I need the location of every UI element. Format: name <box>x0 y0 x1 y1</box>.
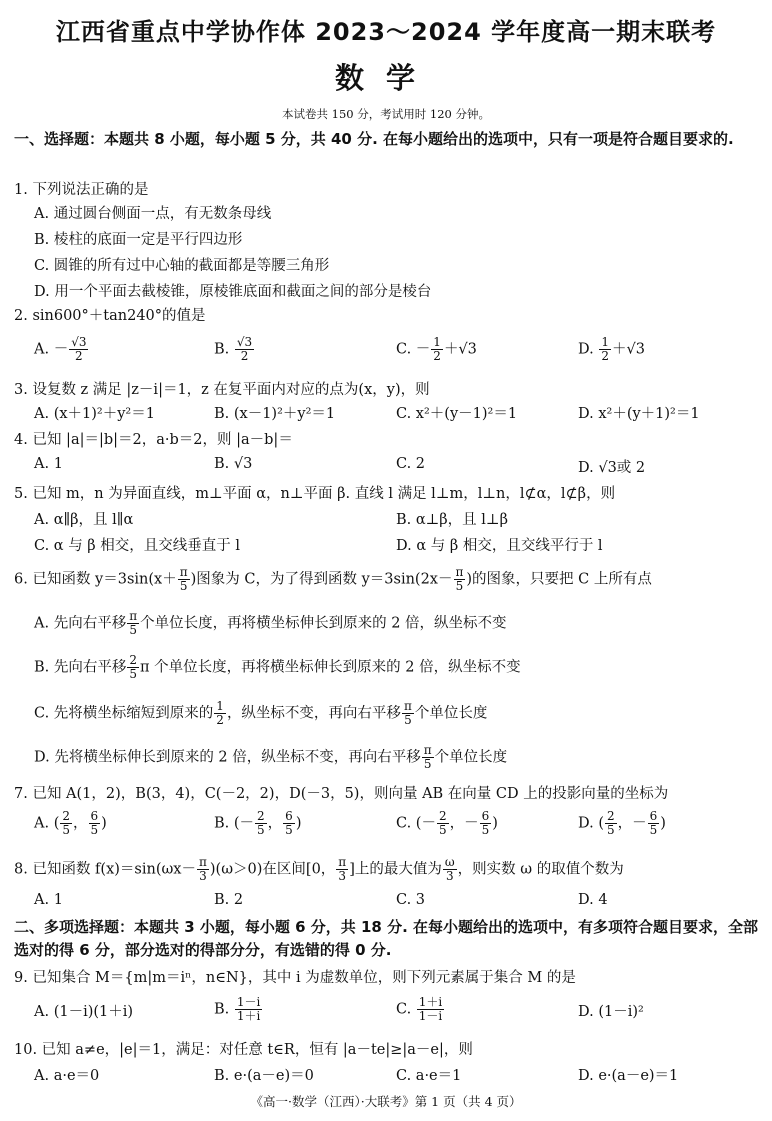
q1-option-b: B. 棱柱的底面一定是平行四边形 <box>34 232 243 248</box>
q6-c-part3: 个单位长度 <box>414 705 488 722</box>
q6-b-den: 5 <box>129 667 138 681</box>
q7-d-close: ) <box>660 815 666 832</box>
q1-option-a: A. 通过圆台侧面一点，有无数条母线 <box>34 206 272 222</box>
q6-d-num: π <box>423 743 432 757</box>
q8-stem-frac3-num: ω <box>444 855 455 869</box>
q7-option-a <box>34 810 107 837</box>
q6-option-c <box>34 700 487 727</box>
q3-stem: 3. 设复数 z 满足 |z－i|＝1，z 在复平面内对应的点为(x，y)，则 <box>14 382 430 398</box>
q2-option-d <box>578 336 645 363</box>
q6-stem-frac2-den: 5 <box>455 579 464 593</box>
q6-option-a <box>34 610 507 637</box>
q2-d-tail: ＋√3 <box>611 341 645 358</box>
q8-option-c: C. 3 <box>396 892 426 908</box>
q2-d-num: 1 <box>601 335 609 349</box>
q9-b-den: 1＋i <box>236 1009 261 1023</box>
q10-option-b: B. e·(a－e)＝0 <box>214 1068 314 1084</box>
q3-option-b: B. (x－1)²＋y²＝1 <box>214 406 336 422</box>
q9-c-num: 1＋i <box>418 995 443 1009</box>
q2-option-a <box>34 336 89 363</box>
q6-b-part2: π 个单位长度，再将横坐标伸长到原来的 2 倍，纵坐标不变 <box>140 659 521 676</box>
q8-stem <box>14 856 624 883</box>
exam-note: 本试卷共 150 分，考试用时 120 分钟。 <box>281 107 491 121</box>
q8-option-d: D. 4 <box>578 892 608 908</box>
q6-a-part1: A. 先向右平移 <box>34 615 127 632</box>
q6-option-b <box>34 654 521 681</box>
q8-stem-frac2-den: 3 <box>338 869 347 883</box>
q2-b-num: √3 <box>236 335 253 349</box>
q7-a-frac2-den: 5 <box>90 823 99 837</box>
q9-stem: 9. 已知集合 M＝{m|m＝iⁿ，n∈N}，其中 i 为虚数单位，则下列元素属于集合 M 的是 <box>14 970 576 986</box>
q6-stem <box>14 566 652 593</box>
q7-c-frac1-den: 5 <box>438 823 447 837</box>
q6-a-den: 5 <box>129 623 137 637</box>
q2-a-num: √3 <box>71 335 87 349</box>
q7-c-frac2-den: 5 <box>481 823 490 837</box>
q7-a-frac2-num: 6 <box>90 809 99 823</box>
q6-a-part2: 个单位长度，再将横坐标伸长到原来的 2 倍，纵坐标不变 <box>140 615 507 632</box>
q7-a-frac1-num: 2 <box>62 809 70 823</box>
q7-c-close: ) <box>492 815 498 832</box>
q2-c-den: 2 <box>433 349 441 363</box>
q7-c-frac2-num: 6 <box>481 809 490 823</box>
q9-option-b <box>214 996 263 1023</box>
q7-stem: 7. 已知 A(1，2)，B(3，4)，C(－2，2)，D(－3，5)，则向量 AB 在向量 CD 上的投影向量的坐标为 <box>14 786 669 802</box>
q7-b-frac2-den: 5 <box>285 823 293 837</box>
q7-d-frac1 <box>605 810 617 837</box>
q7-a-frac2 <box>89 810 101 837</box>
section-1-heading: 一、选择题：本题共 8 小题，每小题 5 分，共 40 分. 在每小题给出的选项中，只有一项是符合题目要求的. <box>14 130 734 148</box>
q8-stem-frac1-den: 3 <box>199 869 207 883</box>
q8-option-a: A. 1 <box>34 892 63 908</box>
q6-stem-part2: )图象为 C，为了得到函数 y＝3sin(2x－ <box>190 571 453 588</box>
q6-stem-frac1-den: 5 <box>179 579 188 593</box>
q7-b-frac1-den: 5 <box>257 823 265 837</box>
q6-b-part1: B. 先向右平移 <box>34 659 127 676</box>
q8-stem-part1: 8. 已知函数 f(x)＝sin(ωx－ <box>14 861 196 878</box>
q10-option-d: D. e·(a－e)＝1 <box>578 1068 679 1084</box>
q7-c-frac2 <box>480 810 492 837</box>
q9-c-den: 1－i <box>418 1009 443 1023</box>
q2-c-tail: ＋√3 <box>443 341 477 358</box>
q5-stem: 5. 已知 m，n 为异面直线，m⊥平面 α，n⊥平面 β. 直线 l 满足 l⊥m，l⊥n，l⊄α，l⊄β，则 <box>14 486 616 502</box>
q6-stem-part3: )的图象，只要把 C 上所有点 <box>466 571 652 588</box>
q7-b-comma: ， <box>267 815 283 832</box>
q7-option-c <box>396 810 498 837</box>
q8-stem-frac1 <box>197 856 209 883</box>
q7-d-frac2 <box>648 810 660 837</box>
q6-c-frac1 <box>214 700 226 727</box>
q6-d-frac <box>422 744 434 771</box>
q9-option-c <box>396 996 445 1023</box>
q6-d-den: 5 <box>423 757 432 771</box>
q7-a-frac1 <box>60 810 72 837</box>
q7-c-frac1-num: 2 <box>438 809 447 823</box>
q7-a-label: A. ( <box>34 815 60 832</box>
q6-c-frac1-num: 1 <box>216 699 224 713</box>
q6-a-num: π <box>129 609 138 623</box>
q2-a-den: 2 <box>75 349 83 363</box>
q7-b-frac2 <box>283 810 295 837</box>
q9-b-label: B. <box>214 1001 230 1018</box>
q4-stem: 4. 已知 |a|＝|b|＝2，a·b＝2，则 |a－b|＝ <box>14 432 293 448</box>
q9-b-num: 1－i <box>236 995 261 1009</box>
q10-option-a: A. a·e＝0 <box>34 1068 100 1084</box>
q2-a-minus: － <box>53 341 69 358</box>
q8-stem-part3: ]上的最大值为 <box>349 861 442 878</box>
q2-option-a-label: A. <box>34 341 50 358</box>
q8-option-b: B. 2 <box>214 892 244 908</box>
section-2-heading: 二、多项选择题：本题共 3 小题，每小题 6 分，共 18 分. 在每小题给出的选项中，有多项符合题目要求，全部选对的得 6 分，部分选对的得部分分，有选错的得 0 分. <box>14 918 759 959</box>
q9-option-a: A. (1－i)(1＋i) <box>34 1004 134 1020</box>
q7-option-d <box>578 810 666 837</box>
q2-option-c-label: C. <box>396 341 412 358</box>
q2-b-frac <box>235 336 254 363</box>
q6-stem-frac1-num: π <box>179 565 188 579</box>
q7-b-close: ) <box>295 815 302 832</box>
q2-a-frac <box>69 336 88 363</box>
q7-d-label: D. ( <box>578 815 604 832</box>
q7-d-frac2-num: 6 <box>649 809 658 823</box>
q4-option-c: C. 2 <box>396 456 426 472</box>
q7-c-label: C. (－ <box>396 815 436 832</box>
q5-option-a: A. α∥β，且 l∥α <box>34 512 134 528</box>
page-footer: 《高一·数学（江西）·大联考》第 1 页（共 4 页） <box>250 1094 522 1109</box>
q5-option-b: B. α⊥β，且 l⊥β <box>396 512 508 528</box>
q2-option-c <box>396 336 477 363</box>
q7-d-frac2-den: 5 <box>649 823 658 837</box>
q4-option-b: B. √3 <box>214 456 253 472</box>
q9-b-frac <box>235 996 262 1023</box>
q10-option-c: C. a·e＝1 <box>396 1068 462 1084</box>
q10-stem: 10. 已知 a≠e，|e|＝1，满足：对任意 t∈R，恒有 |a－te|≥|a－e|，则 <box>14 1042 473 1058</box>
q2-d-frac <box>599 336 611 363</box>
q6-stem-part1: 6. 已知函数 y＝3sin(x＋ <box>14 571 177 588</box>
q8-stem-frac2-num: π <box>338 855 347 869</box>
q1-option-c: C. 圆锥的所有过中心轴的截面都是等腰三角形 <box>34 258 330 274</box>
q2-option-b <box>214 336 255 363</box>
q7-b-frac1 <box>255 810 267 837</box>
q8-stem-frac3 <box>443 856 457 883</box>
q6-stem-frac1 <box>178 566 190 593</box>
q6-stem-frac2 <box>454 566 466 593</box>
q4-option-a: A. 1 <box>34 456 63 472</box>
q8-stem-part2: )(ω＞0)在区间[0， <box>209 861 336 878</box>
q7-a-comma: ， <box>73 815 88 832</box>
q8-stem-frac1-num: π <box>199 855 207 869</box>
q7-a-frac1-den: 5 <box>62 823 70 837</box>
q4-option-d: D. √3或 2 <box>578 460 646 476</box>
q9-c-frac <box>417 996 444 1023</box>
q2-c-minus: － <box>415 341 431 358</box>
q2-b-den: 2 <box>240 349 249 363</box>
q6-b-frac <box>127 654 139 681</box>
q6-c-frac2-den: 5 <box>404 713 412 727</box>
q7-d-frac1-den: 5 <box>606 823 615 837</box>
q6-a-frac <box>127 610 139 637</box>
q3-option-c: C. x²＋(y－1)²＝1 <box>396 406 518 422</box>
q2-stem: 2. sin600°＋tan240°的值是 <box>14 308 206 324</box>
q2-d-den: 2 <box>601 349 609 363</box>
q6-d-part2: 个单位长度 <box>434 749 508 766</box>
q6-b-num: 2 <box>129 653 138 667</box>
q1-option-d: D. 用一个平面去截棱锥，原棱锥底面和截面之间的部分是棱台 <box>34 284 432 300</box>
q5-option-d: D. α 与 β 相交，且交线平行于 l <box>396 538 603 554</box>
q6-c-part1: C. 先将横坐标缩短到原来的 <box>34 705 214 722</box>
q2-c-num: 1 <box>433 335 441 349</box>
q8-stem-frac3-den: 3 <box>445 869 454 883</box>
q9-option-d: D. (1－i)² <box>578 1004 644 1020</box>
q2-option-b-label: B. <box>214 341 230 358</box>
q6-option-d <box>34 744 507 771</box>
q1-stem: 1. 下列说法正确的是 <box>14 182 149 198</box>
q9-c-label: C. <box>396 1001 412 1018</box>
q7-c-comma: ，－ <box>449 815 479 832</box>
q6-d-part1: D. 先将横坐标伸长到原来的 2 倍，纵坐标不变，再向右平移 <box>34 749 421 766</box>
q7-c-frac1 <box>437 810 449 837</box>
q3-option-d: D. x²＋(y＋1)²＝1 <box>578 406 700 422</box>
q8-stem-frac2 <box>336 856 348 883</box>
q7-d-frac1-num: 2 <box>606 809 615 823</box>
q7-option-b <box>214 810 301 837</box>
q6-stem-frac2-num: π <box>455 565 464 579</box>
q5-option-c: C. α 与 β 相交，且交线垂直于 l <box>34 538 241 554</box>
q2-option-d-label: D. <box>578 341 594 358</box>
q7-b-frac1-num: 2 <box>257 809 265 823</box>
q2-c-frac <box>431 336 443 363</box>
q6-c-frac2-num: π <box>403 699 412 713</box>
q7-d-comma: ，－ <box>617 815 647 832</box>
q7-b-label: B. (－ <box>214 815 255 832</box>
q3-option-a: A. (x＋1)²＋y²＝1 <box>34 406 155 422</box>
exam-title: 江西省重点中学协作体 2023～2024 学年度高一期末联考 <box>55 18 717 46</box>
q6-c-frac1-den: 2 <box>216 713 224 727</box>
q7-b-frac2-num: 6 <box>285 809 293 823</box>
q6-c-frac2 <box>402 700 414 727</box>
q8-stem-part4: ，则实数 ω 的取值个数为 <box>457 861 624 878</box>
subject-title: 数学 <box>334 61 437 95</box>
q7-a-close: ) <box>101 815 107 832</box>
q6-c-part2: ，纵坐标不变，再向右平移 <box>226 705 401 722</box>
